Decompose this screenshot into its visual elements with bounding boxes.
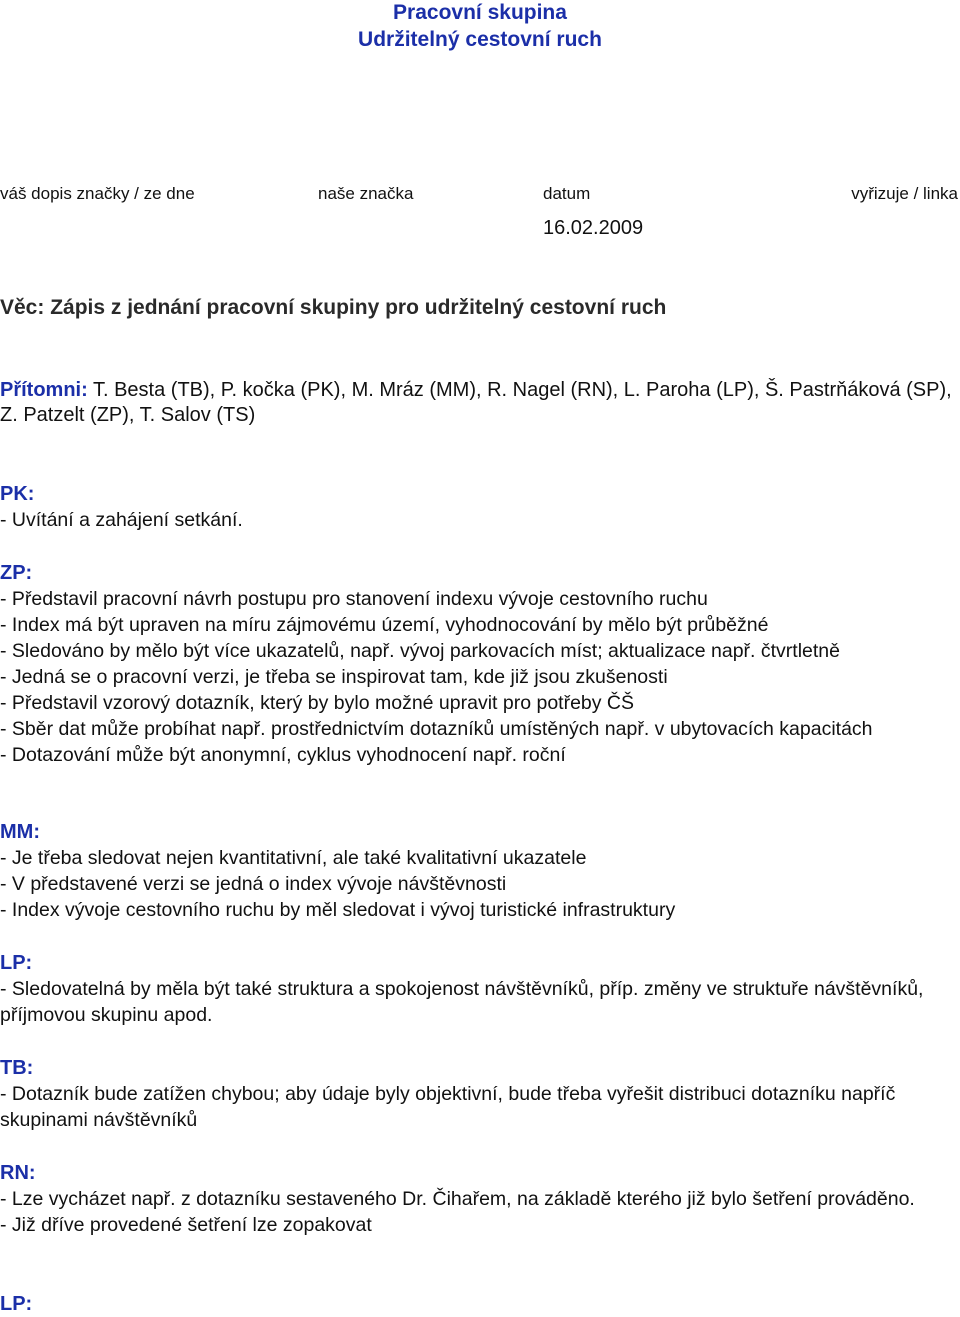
header-subtitle: Udržitelný cestovní ruch <box>358 28 602 51</box>
section-line: - Sběr dat může probíhat např. prostřednictvím dotazníků umístěných např. v ubytovacích kapacitách <box>0 718 873 740</box>
ref-handled-by: vyřizuje / linka <box>851 184 958 203</box>
section-line: - Představil vzorový dotazník, který by bylo možné upravit pro potřeby ČŠ <box>0 692 635 714</box>
section-line: - Uvítání a zahájení setkání. <box>0 509 243 531</box>
attendees-label: Přítomni: <box>0 379 88 401</box>
section-line: - Představil pracovní návrh postupu pro stanovení indexu vývoje cestovního ruchu <box>0 588 708 610</box>
section-line: - Index má být upraven na míru zájmovému území, vyhodnocování by mělo být průběžné <box>0 614 769 636</box>
section-label: MM: <box>0 821 40 843</box>
section-lp-second <box>0 1291 955 1317</box>
section-line: - Sledovatelná by měla být také struktura a spokojenost návštěvníků, příp. změny ve struktuře návštěvníků, příjmovou skupinu apod. <box>0 978 924 1026</box>
section-zp <box>0 560 955 768</box>
date-value: 16.02.2009 <box>543 217 644 239</box>
section-mm <box>0 819 955 923</box>
section-label: LP: <box>0 952 33 974</box>
section-label: RN: <box>0 1162 36 1184</box>
ref-date-label: datum <box>543 184 591 203</box>
section-line: - Sledováno by mělo být více ukazatelů, např. vývoj parkovacích míst; aktualizace např. čtvrtletně <box>0 640 840 662</box>
ref-your-letter: váš dopis značky / ze dne <box>0 184 195 203</box>
section-label: LP: <box>0 1293 33 1315</box>
section-label: TB: <box>0 1057 34 1079</box>
attendees-list: T. Besta (TB), P. kočka (PK), M. Mráz (MM), R. Nagel (RN), L. Paroha (LP), Š. Pastrňáková (SP), Z. Patzelt (ZP), T. Salov (TS) <box>0 379 952 426</box>
header-title: Pracovní skupina <box>393 1 567 24</box>
section-label: PK: <box>0 483 35 505</box>
section-line: - Jedná se o pracovní verzi, je třeba se inspirovat tam, kde již jsou zkušenosti <box>0 666 668 688</box>
subject-line: Věc: Zápis z jednání pracovní skupiny pro udržitelný cestovní ruch <box>0 296 667 319</box>
section-line: - Index vývoje cestovního ruchu by měl sledovat i vývoj turistické infrastruktury <box>0 899 676 921</box>
section-tb <box>0 1055 955 1133</box>
section-label: ZP: <box>0 562 33 584</box>
reference-row <box>0 184 960 206</box>
section-line: - V představené verzi se jedná o index vývoje návštěvnosti <box>0 873 507 895</box>
section-line: - Dotazník bude zatížen chybou; aby údaje byly objektivní, bude třeba vyřešit distribuci dotazníku napříč skupinami návštěvníků <box>0 1083 896 1131</box>
ref-our-ref: naše značka <box>318 184 414 203</box>
section-line: - Již dříve provedené šetření lze zopakovat <box>0 1214 372 1236</box>
section-lp <box>0 950 955 1028</box>
section-line: - Je třeba sledovat nejen kvantitativní, ale také kvalitativní ukazatele <box>0 847 587 869</box>
section-line: - Dotazování může být anonymní, cyklus vyhodnocení např. roční <box>0 744 566 766</box>
section-pk <box>0 481 955 533</box>
section-rn <box>0 1160 955 1238</box>
section-line: - Lze vycházet např. z dotazníku sestaveného Dr. Čihařem, na základě kterého již bylo šetření prováděno. <box>0 1188 915 1210</box>
attendees <box>0 378 955 428</box>
